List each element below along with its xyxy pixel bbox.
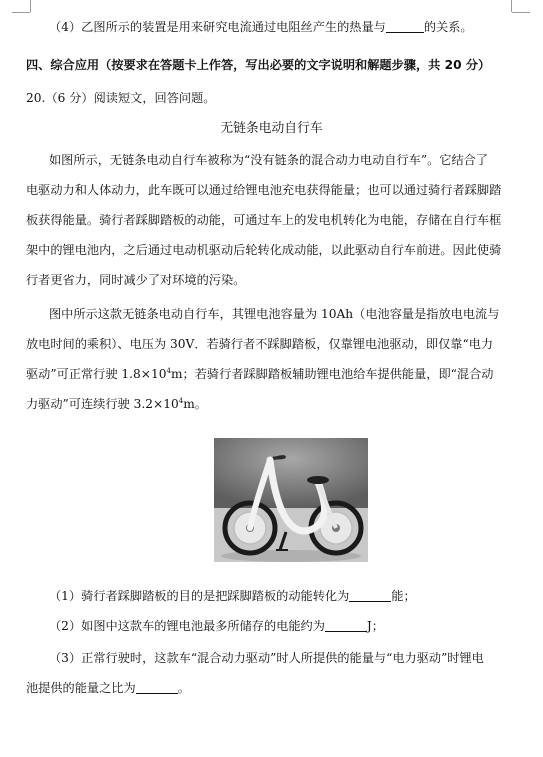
answer-blank[interactable] [386, 18, 424, 33]
answer-blank[interactable] [349, 587, 391, 602]
q4-text: （4）乙图所示的装置是用来研究电流通过电阻丝产生的热量与 [49, 20, 386, 34]
sub3-text: 池提供的能量之比为 [26, 681, 136, 695]
paragraph-line: 行者更省力，同时减少了对环境的污染。 [26, 273, 246, 287]
crop-mark-left [30, 0, 31, 12]
crop-mark-right-h [512, 12, 530, 13]
sub-question-2 [49, 616, 541, 636]
sub2-text-after: J； [366, 619, 384, 633]
crop-mark-right [511, 0, 512, 12]
sub-question-3: （3）正常行驶时，这款车“混合动力驱动”时人所提供的能量与“电力驱动”时锂电 [49, 651, 484, 665]
bicycle-photo [214, 438, 368, 562]
article-title: 无链条电动自行车 [220, 121, 323, 136]
paragraph-line [26, 364, 518, 384]
sub2-text: （2）如图中这款车的锂电池最多所储存的电能约为 [49, 619, 325, 633]
sub-question-1 [49, 586, 541, 606]
crop-mark-left-h [12, 12, 30, 13]
paragraph-line: 图中所示这款无链条电动自行车，其锂电池容量为 10Ah（电池容量是指放电电流与 [49, 307, 500, 321]
paragraph-text: m；若骑行者踩脚踏板辅助锂电池给车提供能量，即“混合动 [171, 367, 494, 381]
bicycle-icon [214, 438, 368, 562]
sub-question-3-line2 [26, 678, 518, 698]
paragraph-line: 电驱动力和人体动力，此车既可以通过给锂电池充电获得能量；也可以通过骑行者踩脚踏 [26, 183, 502, 197]
answer-blank[interactable] [325, 617, 367, 632]
exponent: 4 [166, 367, 171, 375]
paragraph-line: 如图所示，无链条电动自行车被称为“没有链条的混合动力电动自行车”。它结合了 [49, 153, 489, 167]
section-heading: 四、综合应用（按要求在答题卡上作答，写出必要的文字说明和解题步骤，共 20 分） [26, 58, 491, 72]
distance-text: 力驱动”可连续行驶 3.2×10 [26, 397, 179, 411]
paragraph-line: 架中的锂电池内，之后通过电动机驱动后轮转化成动能，以此驱动自行车前进。因此使骑 [26, 243, 502, 257]
sub3-text-after: 。 [177, 681, 190, 695]
question-20-intro: 20.（6 分）阅读短文，回答问题。 [26, 91, 216, 105]
distance-text: 驱动”可正常行驶 1.8×10 [26, 367, 167, 381]
question-4 [49, 17, 541, 37]
paragraph-line: 板获得能量。骑行者踩脚踏板的动能，可通过车上的发电机转化为电能，存储在自行车框 [26, 213, 502, 227]
sub1-text-after: 能； [391, 589, 416, 603]
q4-text-after: 的关系。 [423, 20, 473, 34]
sub1-text: （1）骑行者踩脚踏板的目的是把踩脚踏板的动能转化为 [49, 589, 350, 603]
exponent: 4 [178, 397, 184, 405]
paragraph-line [26, 394, 518, 414]
paragraph-line: 放电时间的乘积）、电压为 30V．若骑行者不踩脚踏板，仅靠锂电池驱动，即仅靠“电力 [26, 337, 494, 351]
paragraph-text: m。 [183, 397, 207, 411]
answer-blank[interactable] [136, 679, 178, 694]
